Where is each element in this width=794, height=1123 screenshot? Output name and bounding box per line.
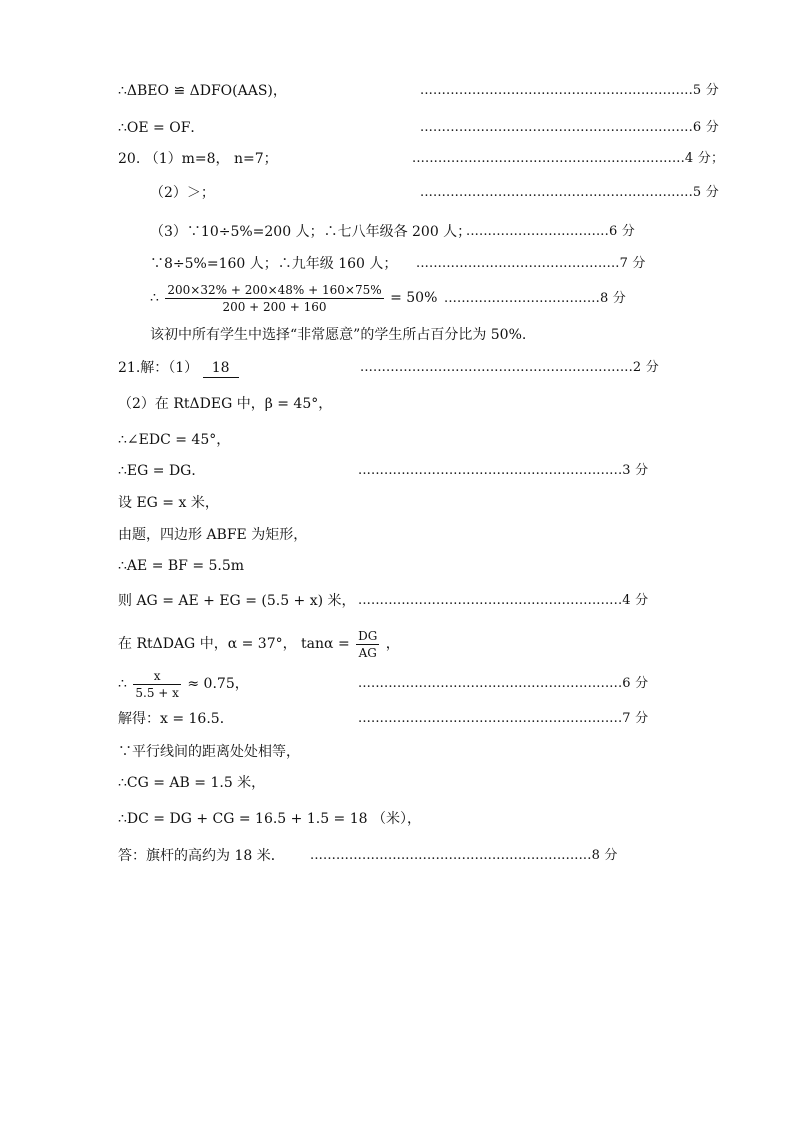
- q21-cg-ab: ∴CG = AB = 1.5 米，: [118, 775, 266, 791]
- q21-equation: [118, 666, 249, 702]
- q20-part1: [118, 150, 278, 168]
- score-5: ...............................................................5 分: [420, 83, 719, 98]
- score-5b: ...............................................................5 分: [420, 185, 719, 200]
- score-8b: .................................................................8 分: [310, 848, 618, 863]
- tan-numerator: DG: [358, 628, 378, 643]
- q20-part2: （2）＞；: [150, 185, 215, 201]
- score-3: .............................................................3 分: [358, 463, 649, 478]
- q21-angle-edc: ∴∠EDC = 45°，: [118, 432, 231, 448]
- q21-part2-intro: （2）在 RtΔDEG 中，β = 45°，: [118, 396, 333, 412]
- tan-fraction: [356, 628, 379, 661]
- proof-oe-of-line: ∴OE = OF．: [118, 120, 205, 136]
- score-6: ...............................................................6 分: [420, 120, 719, 135]
- score-6c: .............................................................6 分: [358, 676, 649, 691]
- q21-dc-total: ∴DC = DG + CG = 16.5 + 1.5 = 18 （米），: [118, 811, 422, 827]
- q20-part1-text: （1）m=8， n=7；: [144, 151, 278, 167]
- q20-part3-line2: ∵8÷5%=160 人；∴九年级 160 人；: [150, 256, 398, 272]
- q21-part1-prefix: 21.解：（1）: [118, 360, 199, 376]
- x-numerator: x: [133, 668, 181, 685]
- q21-rectangle: 由题，四边形 ABFE 为矩形，: [118, 527, 308, 543]
- q20-part3-fraction-line: [150, 280, 437, 316]
- q20-part3-line1: （3）∵10÷5%=200 人；∴七八年级各 200 人；: [150, 224, 472, 240]
- x-denominator: 5.5 + x: [135, 685, 179, 700]
- q21-let-eg: 设 EG = x 米，: [118, 495, 219, 511]
- score-6b: .................................6 分: [466, 224, 635, 239]
- q21-tan-suffix: ，: [385, 636, 400, 652]
- fraction-result: = 50%: [390, 290, 438, 306]
- proof-congruence-line: ∴ΔBEO ≌ ΔDFO(AAS)，: [118, 83, 287, 99]
- therefore-symbol: ∴: [150, 290, 159, 306]
- x-fraction: [133, 668, 181, 701]
- score-4b: .............................................................4 分: [358, 593, 649, 608]
- score-4: ...............................................................4 分；: [412, 151, 725, 166]
- q21-ag-expression: 则 AG = AE + EG = (5.5 + x) 米，: [118, 593, 356, 609]
- score-2: ...............................................................2 分: [360, 360, 659, 375]
- q21-ae-bf: ∴AE = BF = 5.5m: [118, 558, 245, 574]
- q21-tan-alpha: [118, 626, 400, 662]
- q21-tan-prefix: 在 RtΔDAG 中，α = 37°， tanα =: [118, 636, 350, 652]
- q21-parallel-lines: ∵平行线间的距离处处相等，: [118, 744, 300, 760]
- q21-eq-suffix: ≈ 0.75，: [187, 676, 249, 692]
- score-8: ....................................8 分: [444, 291, 626, 306]
- score-7: ...............................................7 分: [416, 256, 646, 271]
- q21-answer-blank: 18: [203, 359, 239, 378]
- q21-part1: [118, 359, 239, 378]
- fraction-numerator: 200×32% + 200×48% + 160×75%: [167, 282, 382, 297]
- q21-eq-prefix: ∴: [118, 676, 127, 692]
- q20-conclusion: 该初中所有学生中选择“非常愿意”的学生所占百分比为 50%.: [150, 327, 527, 343]
- score-7b: .............................................................7 分: [358, 711, 649, 726]
- q21-answer: 答：旗杆的高约为 18 米．: [118, 848, 285, 864]
- fraction-denominator: 200 + 200 + 160: [222, 299, 327, 314]
- q20-number: 20.: [118, 151, 141, 167]
- percent-fraction: [165, 282, 383, 315]
- q21-eg-dg: ∴EG = DG．: [118, 463, 206, 479]
- tan-denominator: AG: [358, 645, 377, 660]
- q21-solve-x: 解得：x = 16.5．: [118, 711, 234, 727]
